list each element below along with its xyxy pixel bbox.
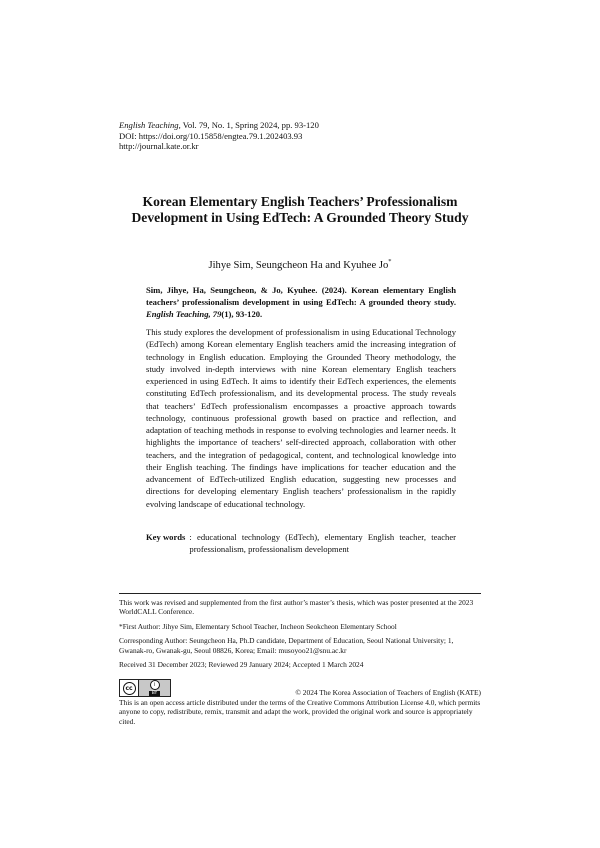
journal-url: http://journal.kate.or.kr — [119, 141, 199, 152]
corresponding-author-note: Corresponding Author: Seungcheon Ha, Ph.D candidate, Department of Education, Seoul National University; 1, Gwanak-ro, Gwanak-gu, Seoul 08826, Korea; Email: musoyoo21@snu.ac.kr — [119, 636, 454, 655]
citation-issue: (1), 93-120. — [221, 309, 263, 320]
article-title — [110, 194, 490, 226]
keywords — [146, 531, 456, 556]
copyright-line: © 2024 The Korea Association of Teachers of English (KATE) — [295, 688, 481, 697]
recommended-citation — [146, 284, 456, 321]
author-list — [110, 258, 490, 271]
abstract: This study explores the development of professionalism in using Educational Technology (EdTech) among Korean elementary English teachers amid the increasing integration of technology in English education. Employing the Grounded Theory methodology, the study involved in-depth interviews with nine Korean elementary English teachers experienced in using EdTech. It aims to identify their EdTech experiences, the elements constituting EdTech professionalism, and its developmental process. The study reveals that teachers’ EdTech professionalism encompasses a proactive approach towards technology, continuous professional growth based on practice and reflection, and adaptation of teaching methods in response to evolving technologies and learner needs. It highlights the importance of teachers’ self-directed approach, collaboration with other teachers, and the integration of pedagogical, content, and technological knowledge into their English teaching. The findings have implications for teacher education and the advancement of EdTech-utilized English education, suggesting new processes and directions for developing elementary English teachers’ professionalism in the rapidly evolving landscape of educational technology. — [146, 327, 456, 509]
cc-icon: cc — [120, 680, 139, 696]
keywords-label: Key words — [146, 532, 186, 542]
author-names: Jihye Sim, Seungcheon Ha and Kyuhee Jo — [208, 260, 389, 271]
journal-volume: , Vol. 79, No. 1, Spring 2024, pp. 93-120 — [178, 120, 319, 130]
title-line-1: Korean Elementary English Teachers’ Professionalism — [142, 194, 458, 209]
footnotes — [119, 598, 481, 674]
journal-name: English Teaching — [119, 120, 179, 130]
footnote-divider — [119, 593, 481, 594]
revision-note: This work was revised and supplemented from the first author’s master’s thesis, which was poster presented at the 2023 WorldCALL Conference. — [119, 598, 474, 617]
first-author-note: *First Author: Jihye Sim, Elementary School Teacher, Incheon Seokcheon Elementary School — [119, 621, 397, 631]
license-text: This is an open access article distributed under the terms of the Creative Commons Attribution License 4.0, which permits anyone to copy, redistribute, remix, transmit and adapt the work, provided the original work and source is appropriately cited. — [119, 698, 481, 726]
journal-header — [119, 120, 319, 152]
keywords-text: : educational technology (EdTech), elementary English teacher, teacher professionalism, professionalism development — [189, 532, 456, 555]
by-icon: BY — [149, 691, 161, 696]
citation-journal: English Teaching, 79 — [146, 309, 222, 320]
doi-line: DOI: https://doi.org/10.15858/engtea.79.1.202403.93 — [119, 130, 303, 141]
submission-dates: Received 31 December 2023; Reviewed 29 January 2024; Accepted 1 March 2024 — [119, 660, 364, 670]
journal-citation-line — [119, 120, 319, 131]
citation-text: Sim, Jihye, Ha, Seungcheon, & Jo, Kyuhee. (2024). Korean elementary English teachers’ professionalism development in using EdTech: A grounded theory study. — [146, 285, 456, 308]
title-line-2: Development in Using EdTech: A Grounded Theory Study — [131, 210, 469, 225]
person-icon: i — [150, 680, 160, 690]
author-footnote-mark: * — [388, 258, 392, 265]
